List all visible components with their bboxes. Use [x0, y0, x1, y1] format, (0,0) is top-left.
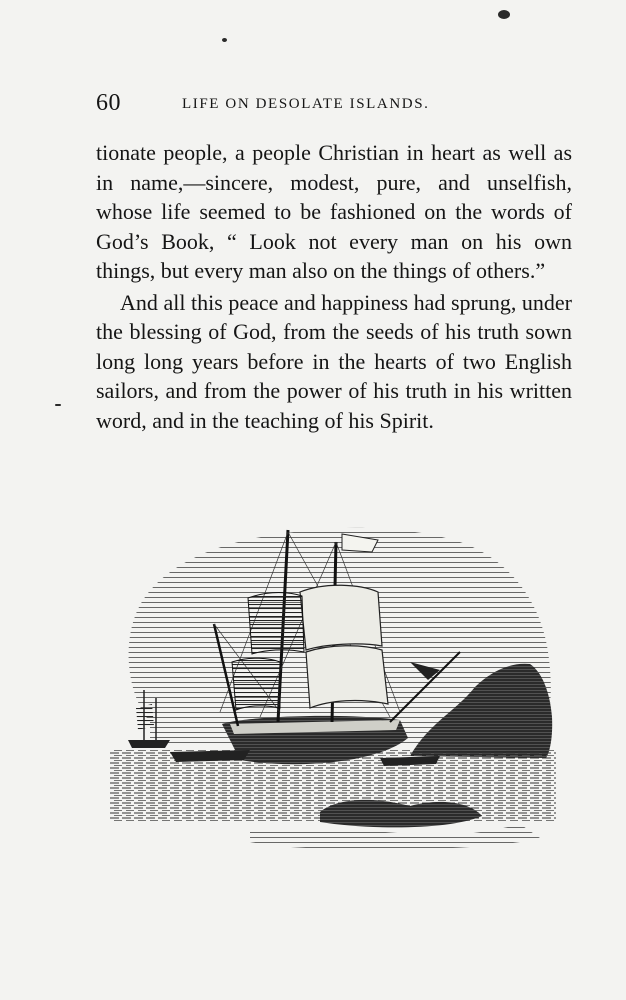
paragraph-1: tionate people, a people Christian in heart as well as in name,—sincere, modest, pure, and unselfish, whose life seemed to be fashioned on the words of God’s Book, “ Look not every man on his own things, but every man also on the things of others.” [96, 140, 572, 283]
body-text [96, 138, 572, 435]
page-speck [55, 404, 61, 406]
page-speck [222, 38, 227, 42]
foreground-rocks [320, 800, 482, 827]
paragraph-2: And all this peace and happiness had sprung, under the blessing of God, from the seeds of his truth sown long long years before in the hearts of two English sailors, and from the power of his truth in his written word, and in the teaching of his Spirit. [96, 289, 572, 433]
page-header [96, 90, 576, 120]
sailing-ship-engraving [110, 512, 556, 858]
running-title: LIFE ON DESOLATE ISLANDS. [182, 96, 430, 112]
page-number: 60 [96, 90, 121, 116]
page-speck [498, 10, 510, 19]
